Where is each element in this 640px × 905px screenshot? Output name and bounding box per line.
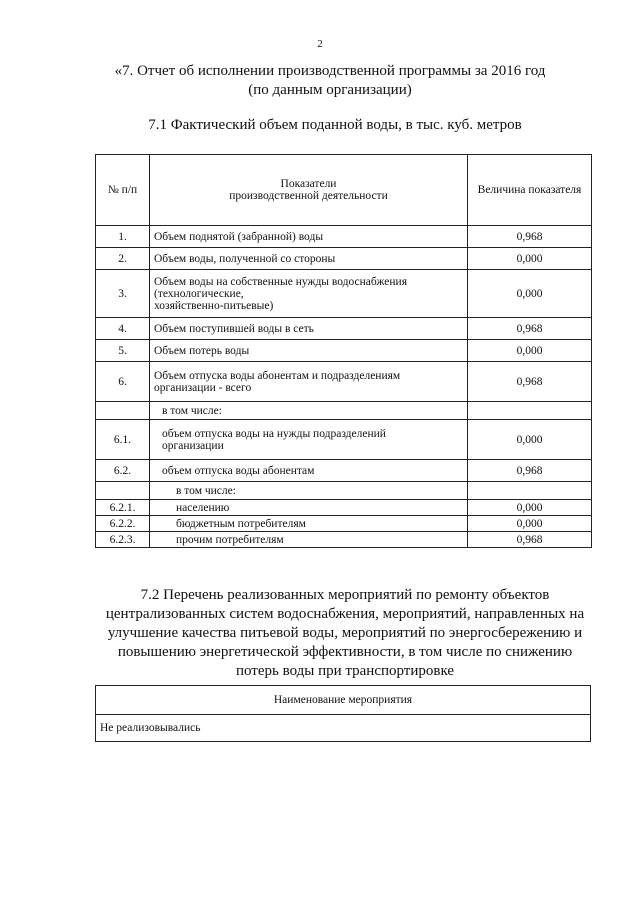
- title-line-1: «7. Отчет об исполнении производственной программы за 2016 год: [114, 63, 546, 79]
- row-label: объем отпуска воды абонентам: [150, 460, 468, 482]
- row-value: 0,000: [468, 500, 592, 516]
- row-num: 3.: [96, 270, 150, 318]
- row-label: Объем поступившей воды в сеть: [150, 318, 468, 340]
- row-label-line-2: (технологические,: [154, 287, 244, 300]
- row-label: в том числе:: [150, 402, 468, 420]
- row-label-line-3: хозяйственно-питьевые): [154, 299, 274, 312]
- section2-line-2: централизованных систем водоснабжения, мероприятий, направленных на: [105, 606, 585, 622]
- row-label: Объем воды, полученной со стороны: [150, 248, 468, 270]
- row-label-line-1: объем отпуска воды на нужды подразделений: [162, 427, 386, 440]
- table-row: [96, 318, 592, 340]
- row-value: [468, 482, 592, 500]
- row-label-line-2: организации - всего: [154, 381, 252, 394]
- row-label: [150, 420, 468, 460]
- row-value: 0,000: [468, 516, 592, 532]
- table-row: [96, 226, 592, 248]
- table-row: [96, 248, 592, 270]
- section2-line-3: улучшение качества питьевой воды, мероприятий по энергосбережению и: [107, 625, 583, 641]
- row-num: 5.: [96, 340, 150, 362]
- table-row: [96, 482, 592, 500]
- measures-value: Не реализовывались: [96, 715, 591, 742]
- row-num: 6.2.2.: [96, 516, 150, 532]
- section-7-2-title: [95, 586, 595, 681]
- table-row: [96, 516, 592, 532]
- row-num: 6.2.1.: [96, 500, 150, 516]
- section-7-1-title: 7.1 Фактический объем поданной воды, в тыс. куб. метров: [148, 117, 522, 133]
- table-row: [96, 270, 592, 318]
- row-value: 0,000: [468, 340, 592, 362]
- header-indicator-line-2: производственной деятельности: [229, 190, 388, 202]
- section2-line-4: повышению энергетической эффективности, в том числе по снижению: [117, 644, 573, 660]
- row-label: Объем поднятой (забранной) воды: [150, 226, 468, 248]
- row-label: [150, 270, 468, 318]
- row-value: 0,000: [468, 270, 592, 318]
- row-num: 6.2.3.: [96, 532, 150, 548]
- row-label-line-2: организации: [162, 439, 224, 452]
- header-indicator: [150, 155, 468, 226]
- row-num: 6.1.: [96, 420, 150, 460]
- row-num: 4.: [96, 318, 150, 340]
- row-num: [96, 482, 150, 500]
- table-row: [96, 362, 592, 402]
- table-row: [96, 532, 592, 548]
- row-label: населению: [150, 500, 468, 516]
- row-value: 0,000: [468, 248, 592, 270]
- row-value: [468, 402, 592, 420]
- table-row: [96, 402, 592, 420]
- header-value: Величина показателя: [468, 155, 592, 226]
- measures-header-row: [96, 686, 591, 715]
- header-num: № п/п: [96, 155, 150, 226]
- row-num: 6.: [96, 362, 150, 402]
- table-row: [96, 460, 592, 482]
- row-label-line-1: Объем воды на собственные нужды водоснабжения: [154, 275, 407, 288]
- table-row: [96, 340, 592, 362]
- row-value: 0,968: [468, 318, 592, 340]
- row-label: прочим потребителям: [150, 532, 468, 548]
- table-row: [96, 500, 592, 516]
- row-label: [150, 362, 468, 402]
- row-num: 1.: [96, 226, 150, 248]
- header-indicator-line-1: Показатели: [280, 178, 337, 190]
- table-header-row: [96, 155, 592, 226]
- row-num: 6.2.: [96, 460, 150, 482]
- row-label: в том числе:: [150, 482, 468, 500]
- row-value: 0,968: [468, 460, 592, 482]
- measures-row: [96, 715, 591, 742]
- measures-header: Наименование мероприятия: [96, 686, 591, 715]
- row-num: 2.: [96, 248, 150, 270]
- page-number: 2: [317, 38, 323, 50]
- report-title: [110, 62, 550, 100]
- row-value: 0,968: [468, 226, 592, 248]
- measures-table: [95, 685, 591, 742]
- section2-line-1: 7.2 Перечень реализованных мероприятий по ремонту объектов: [140, 587, 550, 603]
- water-volume-table: [95, 154, 592, 548]
- row-label-line-1: Объем отпуска воды абонентам и подразделениям: [154, 369, 401, 382]
- table-row: [96, 420, 592, 460]
- row-label: Объем потерь воды: [150, 340, 468, 362]
- row-value: 0,000: [468, 420, 592, 460]
- row-label: бюджетным потребителям: [150, 516, 468, 532]
- row-value: 0,968: [468, 362, 592, 402]
- row-value: 0,968: [468, 532, 592, 548]
- section2-line-5: потерь воды при транспортировке: [235, 663, 455, 679]
- row-num: [96, 402, 150, 420]
- title-line-2: (по данным организации): [248, 82, 412, 98]
